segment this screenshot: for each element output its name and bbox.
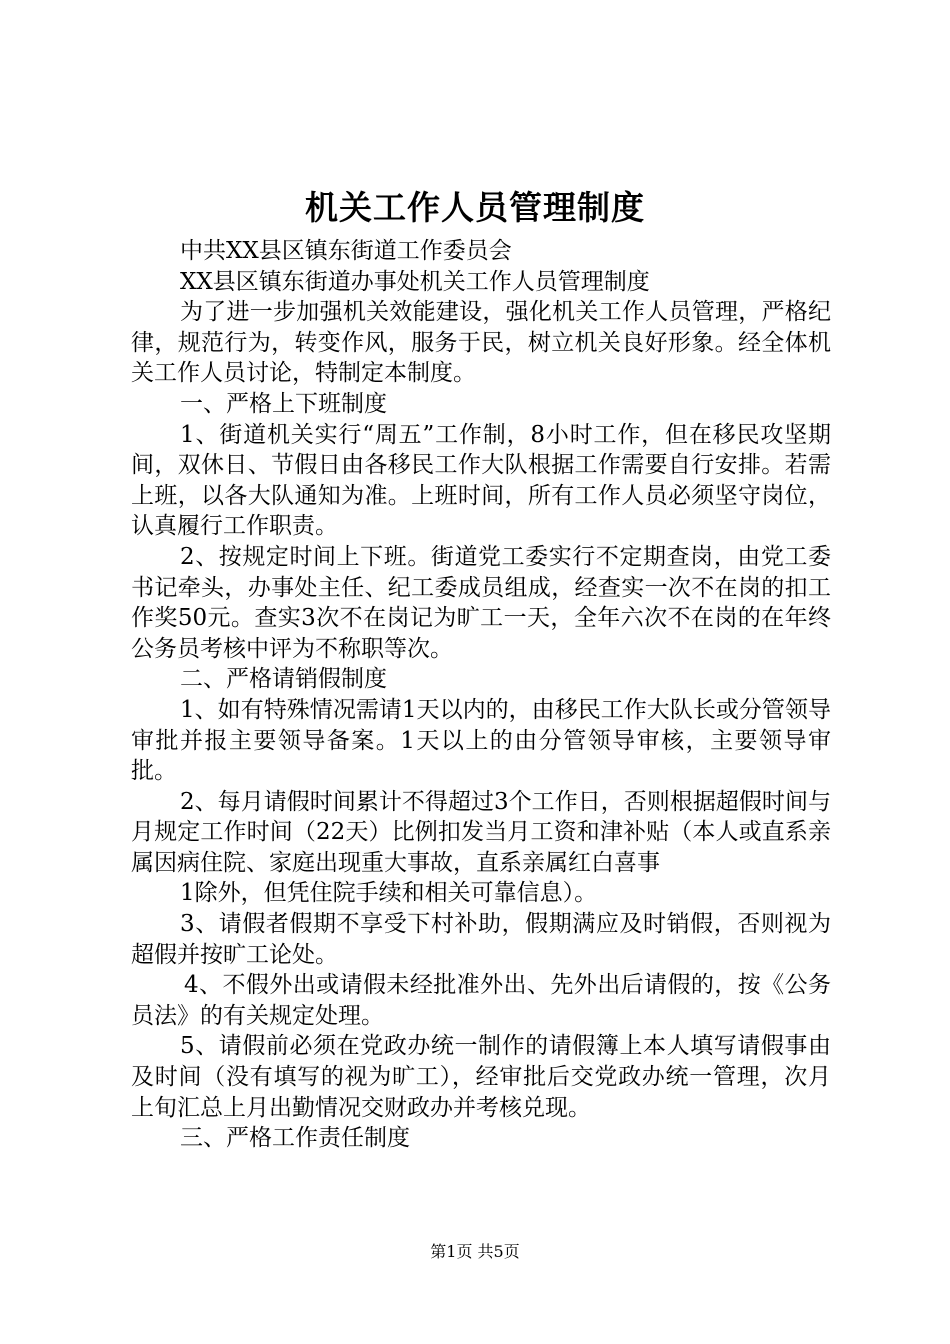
document-body [131,236,831,1154]
subtitle-line: XX县区镇东街道办事处机关工作人员管理制度 [180,268,650,295]
clause-1-1: 1、街道机关实行“周五”工作制，8小时工作，但在移民攻坚期间，双休日、节假日由各移民工作大队根据工作需要自行安排。若需上班，以各大队通知为准。上班时间，所有工作人员必须坚守岗位，认真履行工作职责。 [131,421,831,540]
clause-1-2: 2、按规定时间上下班。街道党工委实行不定期查岗，由党工委书记牵头，办事处主任、纪工委成员组成，经查实一次不在岗的扣工作奖50元。查实3次不在岗记为旷工一天，全年六次不在岗的在年终公务员考核中评为不称职等次。 [131,543,831,662]
clause-2-3: 3、请假者假期不享受下村补助，假期满应及时销假，否则视为超假并按旷工论处。 [131,911,831,968]
clause-2-5: 5、请假前必须在党政办统一制作的请假簿上本人填写请假事由及时间（没有填写的视为旷工），经审批后交党政办统一管理，次月上旬汇总上月出勤情况交财政办并考核兑现。 [131,1033,831,1121]
clause-2-2: 2、每月请假时间累计不得超过3个工作日，否则根据超假时间与月规定工作时间（22天）比例扣发当月工资和津补贴（本人或直系亲属因病住院、家庭出现重大事故，直系亲属红白喜事 [131,788,831,876]
clause-2-1: 1、如有特殊情况需请1天以内的，由移民工作大队长或分管领导审批并报主要领导备案。1天以上的由分管领导审核，主要领导审批。 [131,696,831,785]
document-title: 机关工作人员管理制度 [305,188,645,227]
clause-2-2-continued: 1除外，但凭住院手续和相关可靠信息）。 [180,880,598,907]
intro-paragraph: 为了进一步加强机关效能建设，强化机关工作人员管理，严格纪律，规范行为，转变作风，服务于民，树立机关良好形象。经全体机关工作人员讨论，特制定本制度。 [131,299,831,387]
page-footer: 第1页 共5页 [430,1242,520,1261]
clause-2-4: 4、不假外出或请假未经批准外出、先外出后请假的，按《公务员法》的有关规定处理。 [131,972,831,1029]
section-heading-2: 二、严格请销假制度 [180,666,387,693]
section-heading-3: 三、严格工作责任制度 [180,1125,410,1152]
issuer-line: 中共XX县区镇东街道工作委员会 [180,238,512,264]
section-heading-1: 一、严格上下班制度 [180,390,387,417]
